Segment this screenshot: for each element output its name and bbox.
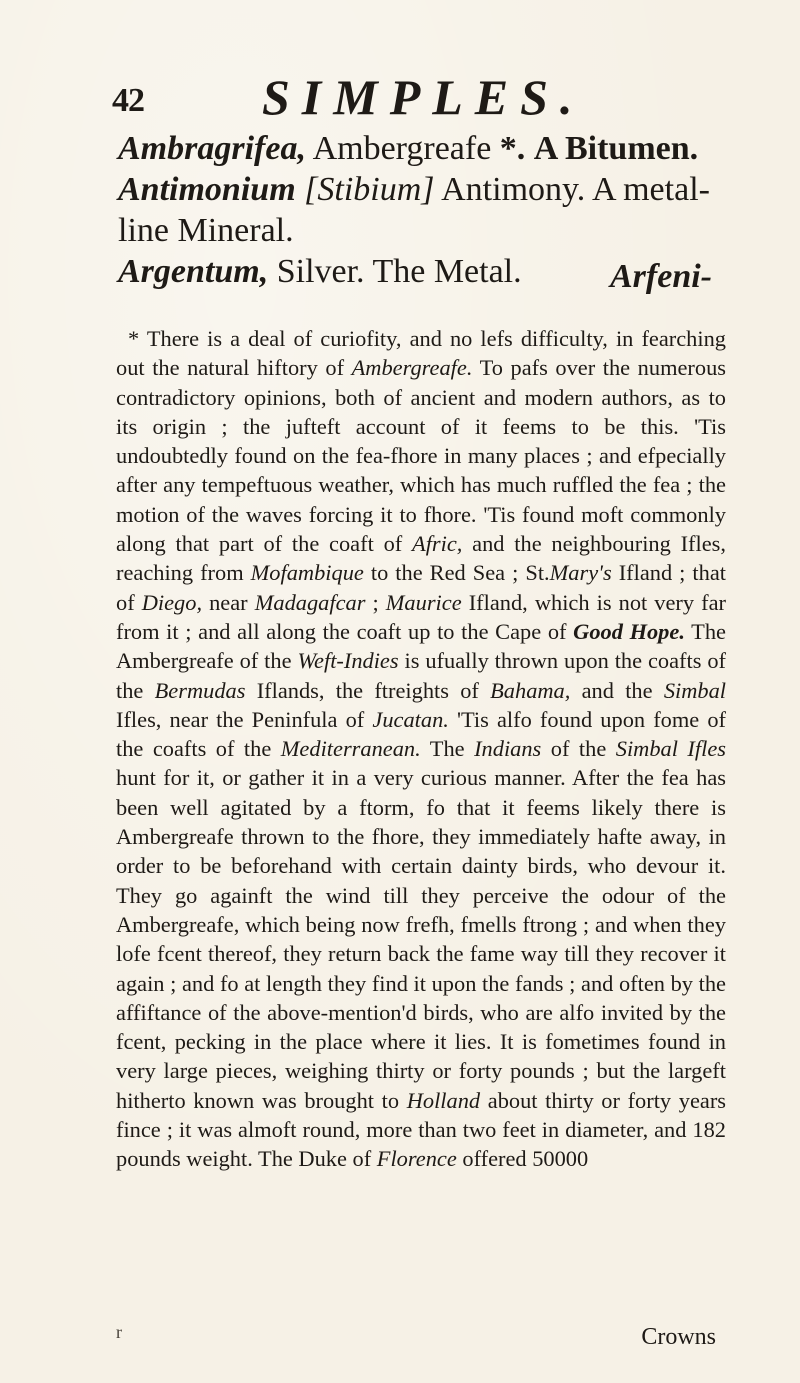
people-indians: Indians [474,736,542,762]
entry-description: A Bitumen. [533,130,699,167]
place-florence: Florence [376,1146,457,1172]
entry-ambragrisea [118,128,718,169]
entry-english: Antimony. [441,171,586,208]
place-bermudas: Bermudas [154,677,246,703]
place-west-indies: Weft-Indies [297,648,399,674]
entry-description: The Metal. [372,253,522,290]
footnote-catchword: Crowns [641,1324,716,1350]
place-afric: Afric, [412,531,463,557]
footnote-text: * There is a deal of curiofity, and no lefs difficulty, in fearching out the natural hiftory of Ambergreafe. To pafs over the numerous contradictory opinions, both of ancient and modern authors, as to its origin ; the jufteft account of it feems to be this. 'Tis undoubtedly found on the fea-fhore in many places ; and efpecially after any tempeftuous weather, which has much ruffled the fea ; the motion of the waves forcing it to fhore. 'Tis found moft commonly along that part of the coaft of Afric, and the neighbouring Ifles, reaching from Mofambique to the Red Sea ; St.Mary's Ifland ; that of Diego, near Madagafcar ; Maurice Ifland, which is not very far from it ; and all along the coaft up to the Cape of Good Hope. The Ambergreafe of the Weft-Indies is ufually thrown upon the coafts of the Bermudas Iflands, the ftreights of Bahama, and the Simbal Ifles, near the Peninfula of Jucatan. 'Tis alfo found upon fome of the coafts of the Mediterranean. The Indians of the Simbal Ifles hunt for it, or gather it in a very curious manner. After the fea has been well agitated by a ftorm, fo that it feems likely there is Ambergreafe thrown to the fhore, they immediately hafte away, in order to be beforehand with certain dainty birds, who devour it. They go againft the wind till they perceive the odour of the Ambergreafe, which being now frefh, fmells ftrong ; and when they lofe fcent thereof, they return back the fame way till they recover it again ; and fo at length they find it upon the fands ; and often by the affiftance of the above-mention'd birds, who are alfo invited by the fcent, pecking in the place where it lies. It is fometimes found in very large pieces, weighing thirty or forty pounds ; but the largeft hitherto known was brought to Holland about thirty or forty years fince ; it was almoft round, more than two feet in diameter, and 182 pounds weight. The Duke of Florence offered 50000 [116,326,727,1172]
place-good-hope: Good Hope. [573,618,685,644]
running-head: SIMPLES. [262,69,585,125]
place-jucatan: Jucatan. [372,706,449,732]
place-mofambique: Mofambique [250,560,364,586]
catchword: Arfeni- [610,258,712,295]
page-header [112,62,702,125]
entry-description-continued: line Mineral. [118,212,294,249]
entry-term: Antimonium [118,171,296,208]
place-madagafcar: Madagafcar [254,589,366,615]
place-maurice: Maurice [385,589,462,615]
page-number: 42 [112,82,144,119]
italic-ambergreafe: Ambergreafe. [351,355,473,381]
place-holland: Holland [406,1087,481,1113]
entry-term: Argentum, [118,253,269,290]
place-bahama: Bahama, [490,677,571,703]
signature-mark: r [116,1322,122,1342]
entry-alternate: [Stibium] [304,171,435,208]
entry-term: Ambragrifea, [118,130,306,167]
place-simbal-isles: Simbal Ifles [615,736,726,762]
entry-english: Silver. [276,253,365,290]
place-diego: Diego, [141,589,203,615]
entry-description: A metal- [591,171,710,208]
entry-antimonium [118,169,718,251]
entry-english: Ambergreafe [312,130,492,167]
place-simbal: Simbal [663,677,727,703]
footnote-mark: * [128,326,140,351]
footnote-mark: *. [499,130,526,167]
place-marys: Mary's [549,560,612,586]
place-mediterranean: Mediterranean. [280,736,421,762]
footnote [116,324,726,1174]
